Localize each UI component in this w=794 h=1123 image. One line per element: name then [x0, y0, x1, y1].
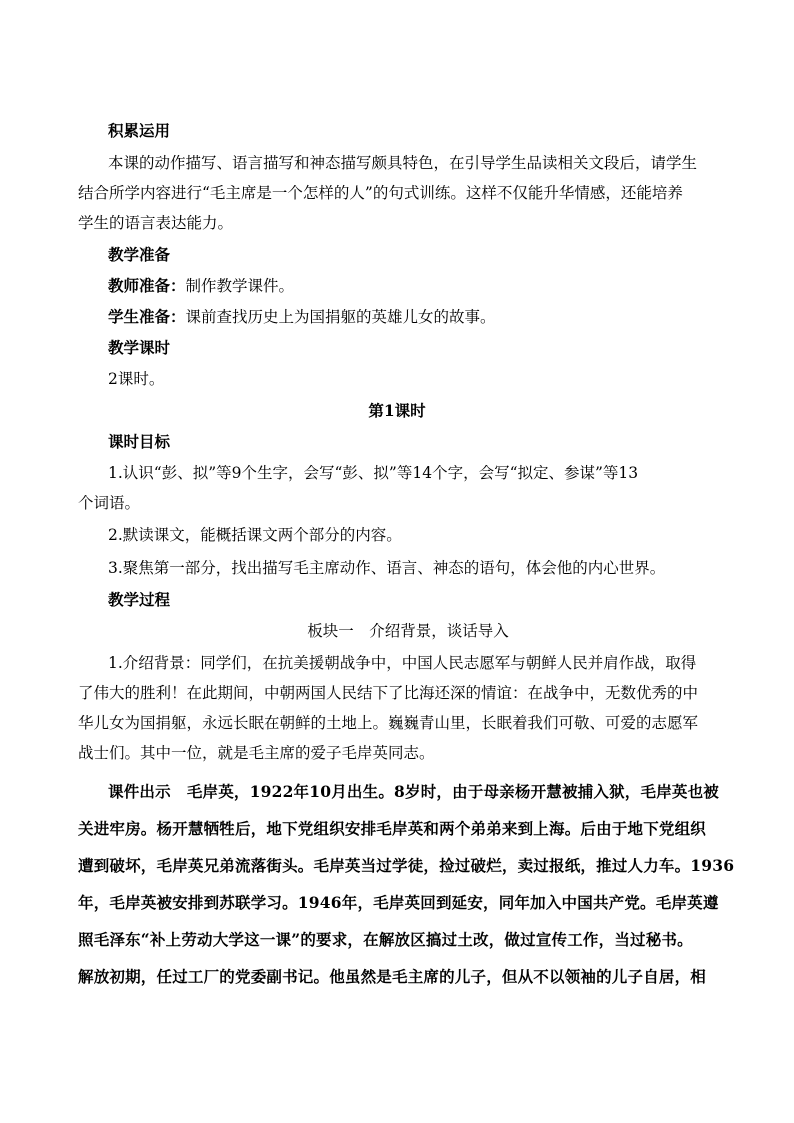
- teacher-prep-label: 教师准备：: [108, 276, 186, 295]
- teacher-prep-line: [108, 276, 294, 296]
- heading-goals: 课时目标: [108, 432, 171, 451]
- student-prep-label: 学生准备：: [108, 307, 186, 326]
- courseware-line: 遭到破坏，毛岸英兄弟流落街头。毛岸英当过学徒，捡过破烂，卖过报纸，推过人力车。1936: [78, 856, 735, 875]
- intro-line: 战士们。其中一位，就是毛主席的爱子毛岸英同志。: [78, 744, 435, 762]
- student-prep-text: 课前查找历史上为国捐躯的英雄儿女的故事。: [185, 308, 496, 326]
- goal-line: 2.默读课文，能概括课文两个部分的内容。: [108, 526, 402, 544]
- intro-line: 了伟大的胜利！在此期间，中朝两国人民结下了比海还深的情谊：在战争中，无数优秀的中: [78, 684, 699, 702]
- hours-text: 2课时。: [108, 370, 165, 388]
- student-prep-line: [108, 307, 496, 327]
- goal-line: 1.认识“彭、拟”等9个生字，会写“彭、拟”等14个字，会写“拟定、参谋”等13: [108, 464, 639, 482]
- intro-line: 1.介绍背景：同学们，在抗美援朝战争中，中国人民志愿军与朝鲜人民并肩作战，取得: [108, 654, 697, 672]
- block-title: 板块一 介绍背景，谈话导入: [307, 622, 509, 640]
- heading-prep: 教学准备: [108, 245, 171, 264]
- courseware-line: 照毛泽东“补上劳动大学这一课”的要求，在解放区搞过土改，做过宣传工作，当过秘书。: [78, 930, 693, 949]
- paragraph-line: 结合所学内容进行“毛主席是一个怎样的人”的句式训练。这样不仅能升华情感，还能培养: [78, 184, 683, 202]
- courseware-line: 关进牢房。杨开慧牺牲后，地下党组织安排毛岸英和两个弟弟来到上海。后由于地下党组织: [78, 819, 707, 838]
- courseware-line: 解放初期，任过工厂的党委副书记。他虽然是毛主席的儿子，但从不以领袖的儿子自居，相: [78, 967, 707, 986]
- courseware-text: 毛岸英，1922年10月出生。8岁时，由于母亲杨开慧被捕入狱，毛岸英也被: [186, 782, 720, 801]
- courseware-line-first: [108, 782, 719, 802]
- heading-process: 教学过程: [108, 590, 171, 609]
- goal-line: 3.聚焦第一部分，找出描写毛主席动作、语言、神态的语句，体会他的内心世界。: [108, 559, 666, 577]
- lesson-title: 第1课时: [368, 401, 426, 420]
- heading-accumulate: 积累运用: [108, 121, 171, 140]
- intro-line: 华儿女为国捐躯，永远长眠在朝鲜的土地上。巍巍青山里，长眠着我们可敬、可爱的志愿军: [78, 714, 699, 732]
- courseware-line: 年，毛岸英被安排到苏联学习。1946年，毛岸英回到延安，同年加入中国共产党。毛岸英遵: [78, 893, 719, 912]
- paragraph-line: 本课的动作描写、语言描写和神态描写颇具特色，在引导学生品读相关文段后，请学生: [108, 154, 698, 172]
- heading-hours: 教学课时: [108, 338, 171, 357]
- goal-line: 个词语。: [78, 494, 141, 512]
- paragraph-line: 学生的语言表达能力。: [78, 214, 234, 232]
- courseware-label: 课件出示: [108, 782, 171, 801]
- teacher-prep-text: 制作教学课件。: [185, 277, 295, 295]
